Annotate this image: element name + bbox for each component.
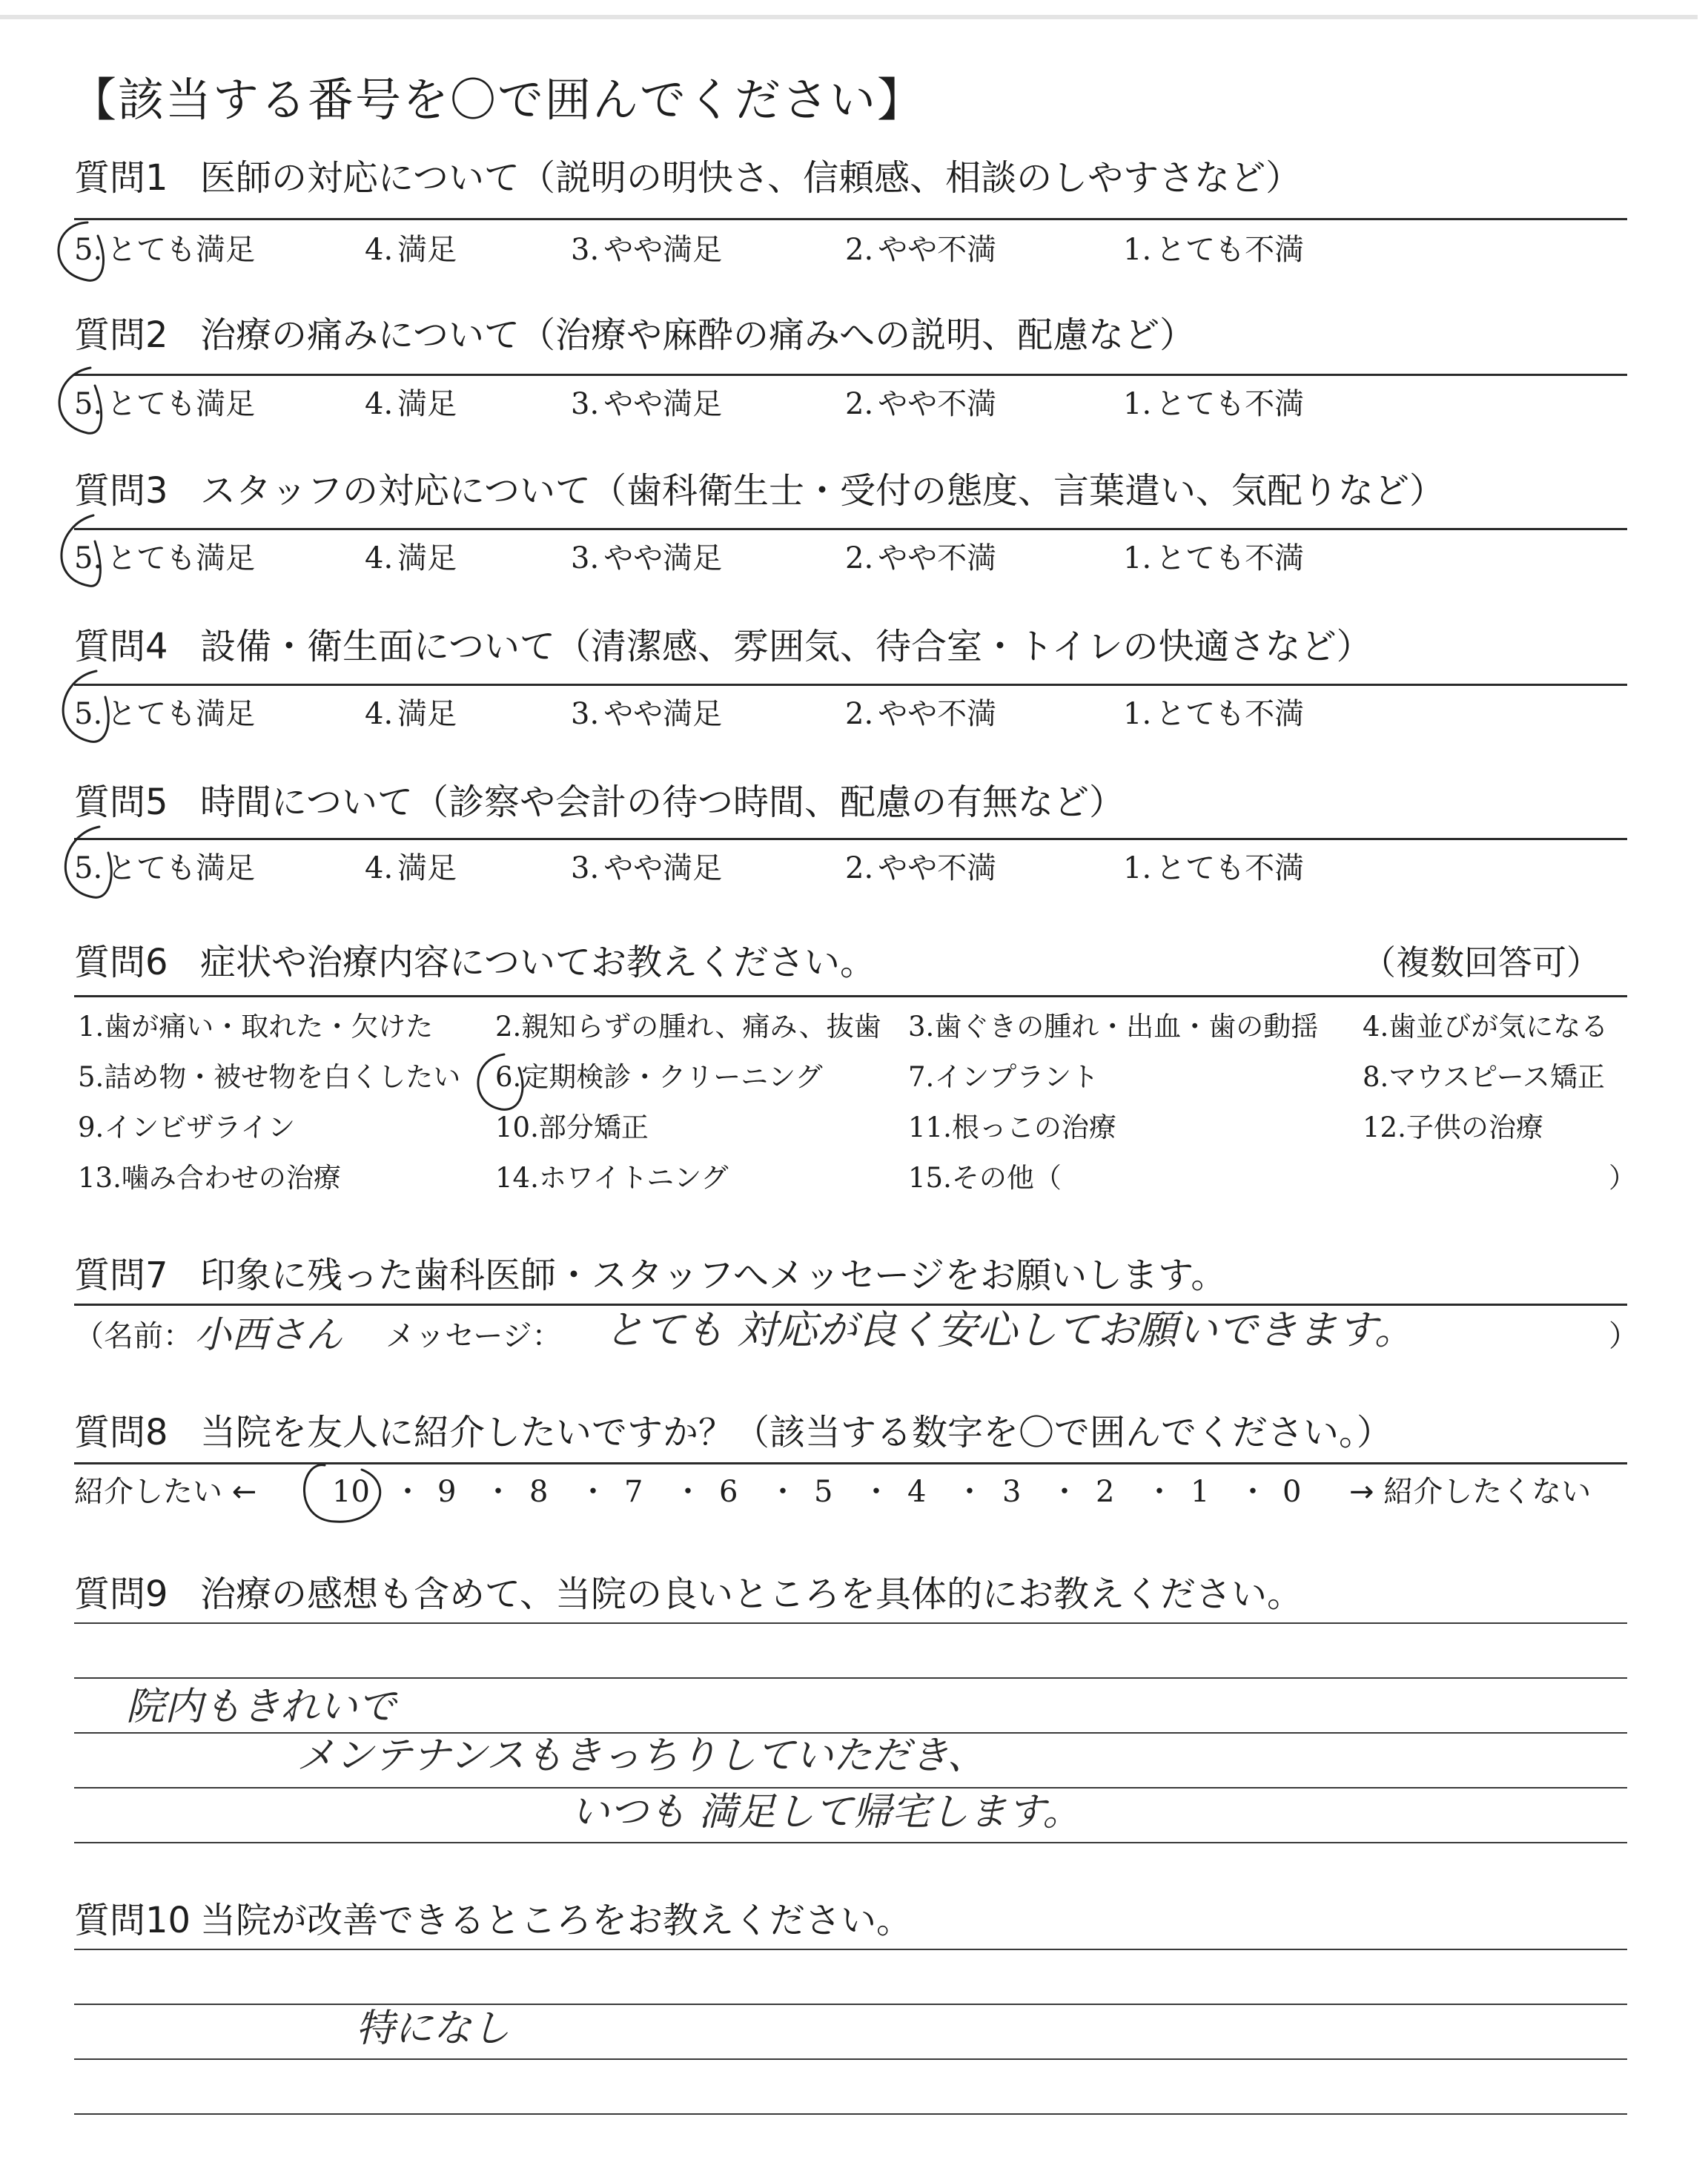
question-number: 質問2 xyxy=(74,314,168,356)
symptom-item[interactable]: 7.インプラント xyxy=(908,1061,1099,1093)
scale-5[interactable]: 5 xyxy=(814,1475,833,1509)
question-number: 質問7 xyxy=(74,1255,168,1296)
message-handwriting[interactable]: とても 対応が良く安心してお願いできます。 xyxy=(604,1307,1414,1353)
question-9-heading xyxy=(74,1572,1302,1616)
symptom-item[interactable]: 11.根っこの治療 xyxy=(908,1112,1116,1143)
option-2[interactable]: 2. やや不満 xyxy=(845,697,997,731)
question-text: 印象に残った歯科医師・スタッフへメッセージをお願いします。 xyxy=(200,1255,1227,1296)
recommend-label: 紹介したい ← xyxy=(74,1475,257,1509)
answer-line xyxy=(74,2113,1627,2115)
question-number: 質問1 xyxy=(74,157,168,199)
question-6-heading xyxy=(74,940,875,985)
question-text: 治療の感想も含めて、当院の良いところを具体的にお教えください。 xyxy=(200,1573,1303,1615)
message-label: メッセージ： xyxy=(385,1319,562,1353)
question-text: スタッフの対応について（歯科衛生士・受付の態度、言葉遣い、気配りなど） xyxy=(200,470,1446,512)
symptom-item[interactable]: 10.部分矯正 xyxy=(495,1112,649,1143)
page-title: 【該当する番号を〇で囲んでください】 xyxy=(70,73,925,127)
scale-9[interactable]: 9 xyxy=(437,1475,457,1509)
message-close-paren: ） xyxy=(1609,1319,1638,1353)
option-3[interactable]: 3. やや満足 xyxy=(571,233,723,267)
option-5[interactable]: 5. とても満足 xyxy=(74,697,256,731)
option-1[interactable]: 1. とても不満 xyxy=(1123,233,1305,267)
question-text: 当院を友人に紹介したいですか？（該当する数字を〇で囲んでください。） xyxy=(200,1412,1393,1453)
option-4[interactable]: 4. 満足 xyxy=(365,851,457,885)
scale-dot: ・ xyxy=(1050,1475,1079,1509)
scale-2[interactable]: 2 xyxy=(1096,1475,1115,1509)
question-text: 当院が改善できるところをお教えください。 xyxy=(200,1900,913,1941)
q9-handwriting-line[interactable]: いつも 満足して帰宅します。 xyxy=(571,1790,1082,1834)
option-1[interactable]: 1. とても不満 xyxy=(1123,851,1305,885)
option-4[interactable]: 4. 満足 xyxy=(365,697,457,731)
question-number: 質問5 xyxy=(74,782,168,823)
scale-10[interactable]: 10 xyxy=(332,1475,370,1509)
answer-line xyxy=(74,1622,1627,1624)
question-number: 質問10 xyxy=(74,1900,191,1941)
scale-7[interactable]: 7 xyxy=(624,1475,643,1509)
option-4[interactable]: 4. 満足 xyxy=(365,233,457,267)
symptom-item[interactable]: 8.マウスピース矯正 xyxy=(1363,1061,1605,1093)
question-1-heading xyxy=(74,156,1301,200)
divider xyxy=(74,1304,1627,1306)
symptom-item[interactable]: 13.噛み合わせの治療 xyxy=(78,1162,341,1194)
scale-dot: ・ xyxy=(483,1475,513,1509)
option-2[interactable]: 2. やや不満 xyxy=(845,541,997,575)
not-recommend-label: → 紹介したくない xyxy=(1349,1475,1592,1509)
question-number: 質問3 xyxy=(74,470,168,512)
question-5-heading xyxy=(74,780,1125,825)
option-5[interactable]: 5. とても満足 xyxy=(74,541,256,575)
scale-dot: ・ xyxy=(955,1475,984,1509)
scale-3[interactable]: 3 xyxy=(1002,1475,1022,1509)
divider xyxy=(74,838,1627,840)
option-1[interactable]: 1. とても不満 xyxy=(1123,697,1305,731)
divider xyxy=(74,374,1627,376)
question-text: 治療の痛みについて（治療や麻酔の痛みへの説明、配慮など） xyxy=(200,314,1196,356)
other-close-paren: ） xyxy=(1609,1162,1636,1194)
answer-line xyxy=(74,1949,1627,1950)
option-3[interactable]: 3. やや満足 xyxy=(571,851,723,885)
scale-4[interactable]: 4 xyxy=(907,1475,927,1509)
symptom-item[interactable]: 12.子供の治療 xyxy=(1363,1112,1543,1143)
divider xyxy=(74,1462,1627,1464)
option-3[interactable]: 3. やや満足 xyxy=(571,541,723,575)
multiple-answers-note: （複数回答可） xyxy=(1362,942,1601,982)
option-1[interactable]: 1. とても不満 xyxy=(1123,541,1305,575)
scale-dot: ・ xyxy=(1145,1475,1174,1509)
referral-scale xyxy=(74,1470,1631,1514)
option-2[interactable]: 2. やや不満 xyxy=(845,233,997,267)
scale-0[interactable]: 0 xyxy=(1282,1475,1302,1509)
question-3-heading xyxy=(74,469,1445,513)
question-7-heading xyxy=(74,1253,1226,1298)
symptom-item[interactable]: 6.定期検診・クリーニング xyxy=(495,1061,823,1093)
scale-dot: ・ xyxy=(578,1475,608,1509)
question-text: 症状や治療内容についてお教えください。 xyxy=(200,942,876,983)
divider xyxy=(74,995,1627,997)
question-text: 時間について（診察や会計の待つ時間、配慮の有無など） xyxy=(200,782,1125,823)
option-1[interactable]: 1. とても不満 xyxy=(1123,387,1305,421)
option-5[interactable]: 5. とても満足 xyxy=(74,387,256,421)
scale-8[interactable]: 8 xyxy=(529,1475,549,1509)
scale-dot: ・ xyxy=(393,1475,423,1509)
symptom-item[interactable]: 5.詰め物・被せ物を白くしたい xyxy=(78,1061,461,1093)
question-number: 質問9 xyxy=(74,1573,168,1615)
question-number: 質問4 xyxy=(74,626,168,667)
scale-dot: ・ xyxy=(673,1475,703,1509)
q10-handwriting-line[interactable]: 特になし xyxy=(356,2007,511,2051)
divider xyxy=(74,684,1627,686)
option-2[interactable]: 2. やや不満 xyxy=(845,387,997,421)
q9-handwriting-line[interactable]: メンテナンスもきっちりしていただき、 xyxy=(297,1734,986,1778)
question-text: 設備・衛生面について（清潔感、雰囲気、待合室・トイレの快適さなど） xyxy=(200,626,1372,667)
scale-dot: ・ xyxy=(1238,1475,1268,1509)
symptom-item[interactable]: 9.インビザライン xyxy=(78,1112,296,1143)
divider xyxy=(74,218,1627,220)
option-4[interactable]: 4. 満足 xyxy=(365,541,457,575)
scan-top-edge xyxy=(0,15,1698,19)
answer-line xyxy=(74,2004,1627,2005)
symptom-item-other[interactable]: 15.その他（ xyxy=(908,1162,1062,1194)
scale-1[interactable]: 1 xyxy=(1191,1475,1210,1509)
option-2[interactable]: 2. やや不満 xyxy=(845,851,997,885)
question-text: 医師の対応について（説明の明快さ、信頼感、相談のしやすさなど） xyxy=(200,157,1302,199)
scale-dot: ・ xyxy=(861,1475,891,1509)
scale-6[interactable]: 6 xyxy=(719,1475,738,1509)
question-10-heading xyxy=(74,1898,912,1943)
symptom-item[interactable]: 2.親知らずの腫れ、痛み、抜歯 xyxy=(495,1011,881,1043)
symptom-item[interactable]: 3.歯ぐきの腫れ・出血・歯の動揺 xyxy=(908,1011,1319,1043)
answer-line xyxy=(74,1677,1627,1679)
option-5[interactable]: 5. とても満足 xyxy=(74,233,256,267)
symptom-item[interactable]: 14.ホワイトニング xyxy=(495,1162,729,1194)
question-2-heading xyxy=(74,313,1195,357)
question-number: 質問6 xyxy=(74,942,168,983)
name-label: （名前： xyxy=(74,1319,193,1353)
question-4-heading xyxy=(74,624,1372,669)
option-3[interactable]: 3. やや満足 xyxy=(571,387,723,421)
question-number: 質問8 xyxy=(74,1412,168,1453)
q9-handwriting-line[interactable]: 院内もきれいで xyxy=(126,1685,397,1729)
answer-line xyxy=(74,2058,1627,2060)
name-handwriting[interactable]: 小西さん xyxy=(194,1313,342,1356)
question-8-heading xyxy=(74,1410,1392,1455)
option-5[interactable]: 5. とても満足 xyxy=(74,851,256,885)
option-4[interactable]: 4. 満足 xyxy=(365,387,457,421)
option-3[interactable]: 3. やや満足 xyxy=(571,697,723,731)
symptom-item[interactable]: 1.歯が痛い・取れた・欠けた xyxy=(78,1011,434,1043)
symptom-item[interactable]: 4.歯並びが気になる xyxy=(1363,1011,1609,1043)
scale-dot: ・ xyxy=(768,1475,798,1509)
divider xyxy=(74,528,1627,530)
answer-line xyxy=(74,1842,1627,1843)
